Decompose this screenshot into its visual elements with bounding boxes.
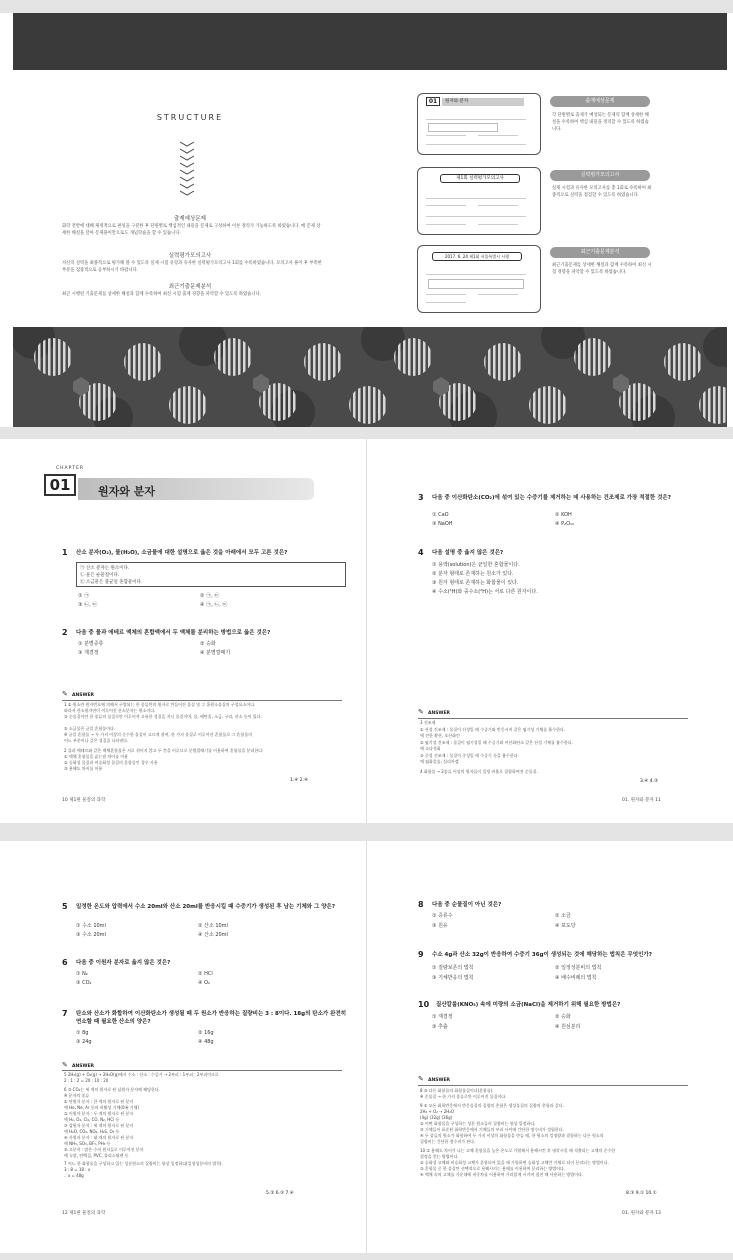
statement: ㉢ 소금물은 불균일 혼합물이다. (80, 580, 143, 585)
question-number: 8 (418, 900, 424, 909)
answer-line: 결정을 얻는 방법이다. (420, 1154, 459, 1159)
answer-line: ⑤ 고분자 : 많은 수의 원자들로 이루어진 분자 (64, 1147, 144, 1152)
answer-line: 4 화합물 → 2종류 이상의 원자들이 일정 비율로 결합하여진 순물질. (420, 769, 538, 774)
answer-line: ∴ x = 48g (64, 1173, 84, 1178)
option[interactable]: ① 8g (76, 1030, 89, 1036)
answer-line: 1 ① 원소란 원자번호에 의해서 구별되는 한 종류만의 원자로 만들어진 물질 및 그 홑원소물질의 구성요소이다. (64, 702, 256, 707)
option[interactable]: ① 증류수 (432, 913, 453, 919)
question-number: 6 (62, 958, 68, 967)
option[interactable]: ① N₂ (76, 971, 88, 977)
statement: ㉡ 물은 순물질이다. (80, 573, 120, 578)
option[interactable]: ③ ㉡, ㉢ (78, 602, 98, 608)
question-number: 1 (62, 548, 68, 557)
answer-label: ANSWER (72, 1064, 94, 1069)
answer-line: ※ 균일 혼합물 → 두 가지 이상의 순수한 물질이 고르게 섞여, 한 가지 물질로 이루어진 혼합물로 그 혼합물의 (64, 732, 253, 737)
page-gutter (366, 439, 367, 823)
tag-desc: 최근기출문제를 상세한 해설과 함께 수록하여 최신 시험 경향을 파악할 수 있도록 하였습니다. (552, 263, 652, 275)
option[interactable]: ③ 24g (76, 1039, 92, 1045)
option[interactable]: ① 재결정 (432, 1014, 453, 1020)
answer-line: ③ 용해도 차이를 이용 (64, 766, 103, 771)
question-number: 9 (418, 950, 424, 959)
answer-line: 10 ① 용해도 차이가 나는 고체 혼합물을 높은 온도로 가열해서 용해시킨 후 냉각시킬 때 석출되는 고체의 순수한 (420, 1148, 616, 1153)
option[interactable]: ① ㉠ (78, 593, 90, 599)
question-number: 4 (418, 548, 424, 557)
pencil-icon: ✎ (418, 708, 424, 716)
section-text: 자신의 실력을 최종적으로 평가해 볼 수 있도록 실제 시험 유형과 유사한 실력평가모의고사 1회를 수록하였습니다. 모의고사 풀이 후 부족한 부분을 집중적으로 공부하시기 바랍니다. (62, 261, 322, 273)
answer-line: ② 승화성 물질과 비승화성 물질의 혼합물인 경우 사용 (64, 760, 158, 765)
chapter-label: CHAPTER (56, 466, 85, 471)
answer-key: 3.④ 4.③ (640, 779, 659, 784)
option[interactable]: ② 산소 10ml (198, 923, 228, 929)
option[interactable]: ④ 원심분리 (555, 1024, 581, 1030)
answer-line: ③ 순물질이란 한 종류의 물질로만 이루어져 고유한 성질을 지닌 물질이며, 물, 에탄올, 소금, 구리, 산소 등이 있다. (64, 714, 262, 719)
question-text: 탄소와 산소가 화합하여 이산화탄소가 생성될 때 두 원소가 반응하는 질량비는 3 : 8이다. 18g의 탄소가 완전히 연소할 때 필요한 산소의 양은? (76, 1011, 347, 1025)
answer-label: ANSWER (428, 711, 450, 716)
answer-line: 5 2H₂(g) + O₂(g) → 2H₂O(g)에서 수소 : 산소 : 수증기 → 2부피 : 1부피 : 2부피이므로 (64, 1072, 219, 1077)
option[interactable]: ② ㉠, ㉢ (200, 593, 220, 599)
answer-line: ※ 분자의 종류 (64, 1093, 90, 1098)
answer-line: 7 어느 한 화합물을 구성하고 있는 성분원소의 질량비는 항상 일정하다(일정성분비의 법칙). (64, 1161, 223, 1166)
answer-line: 질량비는 간단한 정수비가 된다. (420, 1139, 476, 1144)
option[interactable]: ④ 포도당 (555, 923, 576, 929)
answer-line: 2 물과 에테르와 같은 액체혼합물은 서로 섞이지 않고 두 층을 이루므로 분별깔때기를 이용하여 혼합물을 분리한다. (64, 748, 264, 753)
answer-line: 6 ③ CO₂는 세 개의 원자로 된 삼원자 분자에 해당한다. (64, 1087, 160, 1092)
answer-line: 예 소다석회 (420, 746, 441, 751)
question-text: 다음 중 이산화탄소(CO₂)에 섞여 있는 수증기를 제거하는 데 사용하는 건조제로 가장 적절한 것은? (432, 495, 671, 501)
tag-desc: 실제 시험과 유사한 모의고사를 총 1회로 수록하여 최종적으로 실력을 점검할 수 있도록 하였습니다. (552, 186, 652, 198)
answer-line: 2H₂ + O₂ → 2H₂O (420, 1109, 455, 1114)
option[interactable]: ③ CO₂ (76, 980, 92, 986)
question-text: 다음 설명 중 옳지 않은 것은? (432, 550, 504, 556)
question-number: 2 (62, 628, 68, 637)
question-text: 다음 중 이원자 분자로 옳지 않은 것은? (76, 960, 171, 966)
question-number: 7 (62, 1009, 68, 1018)
answer-line: ③ 기체들이 표준된 화학반응에서 기체들의 부피 사이에 간단한 정수비가 성립한다. (420, 1127, 564, 1132)
answer-line: ※ 순물질 → 한 가지 종류로만 이루어진 물질이다. (420, 1094, 507, 1099)
chip-title: 원자와 분자 (442, 98, 524, 106)
top-margin (0, 0, 733, 13)
answer-key: 1.④ 2.④ (290, 778, 309, 783)
option[interactable]: ① CaO (432, 512, 449, 518)
section-text: 화학 전반에 대해 체계적으로 편성을 구분한 후 단원별로 핵심적인 내용을 문제로 구성하여 이론 정리가 가능하도록 하였습니다. 매 문제 상세한 해설을 달아 문제풀이만으로도 개념학습을 할 수 있습니다. (62, 224, 321, 236)
answer-label: ANSWER (428, 1078, 450, 1083)
option[interactable]: ③ NaOH (432, 521, 453, 527)
option[interactable]: ④ P₂O₁₀ (555, 521, 575, 527)
option[interactable]: ③ 추출 (432, 1024, 448, 1030)
chip-title: 제1회 실력평가모의고사 (440, 174, 520, 183)
answer-line: ⑤ 소금물은 균일 혼합물이다. (64, 726, 116, 731)
answer-line: ③ 중성 건조제 : 물질이 중성일 때 수증기 등을 흡수한다. (420, 753, 519, 758)
answer-line: 예 NH₃, SO₃, BF₃, PH₃ 등 (64, 1141, 111, 1146)
question-text: 산소 분자(O₂), 물(H₂O), 소금물에 대한 설명으로 옳은 것을 아래에서 모두 고른 것은? (76, 550, 288, 556)
preview-card-mock-test (417, 167, 541, 235)
answer-line: 예 녹말, 단백질, PVC, 폴리스틸렌 등 (64, 1153, 129, 1158)
option[interactable]: ④ 분별깔때기 (200, 650, 231, 656)
option[interactable]: ② KOH (555, 512, 572, 518)
option[interactable]: ③ 재결정 (78, 650, 99, 656)
chapter-title: 원자와 분자 (98, 485, 155, 498)
option[interactable]: ① 분별증류 (78, 641, 104, 647)
answer-key: 8.③ 9.① 10.① (626, 1191, 657, 1196)
section-heading: 실력평가모의고사 (168, 253, 212, 259)
answer-line: ③ 삼원자 분자 : 세 개의 원자로 된 분자 (64, 1123, 134, 1128)
statement: ㉠ 산소 분자는 원소이다. (80, 566, 130, 571)
option[interactable]: ③ 원유 (432, 923, 448, 929)
answer-line: ③ 혼합물 중 한 물질만 선택적으로 용해시키는 용매를 이용하여 분리하는 방법이다. (420, 1166, 566, 1171)
answer-line: 예 H₂O, CO₂, NO₂, H₂S, O₃ 등 (64, 1129, 120, 1134)
chip-title: 2017. 6. 24 제1회 서울특별시 시행 (432, 252, 522, 261)
option[interactable]: ① 질량보존의 법칙 (432, 965, 474, 971)
tag-label: 최근기출문제분석 (550, 247, 650, 258)
answer-line: 3 : 8 = 18 : x (64, 1167, 91, 1172)
spread-gap (0, 823, 733, 841)
bottom-margin (0, 1253, 733, 1260)
answer-line: 8 ③ 다른 화합물의 화합물질이다(혼합물). (420, 1088, 494, 1093)
pencil-icon: ✎ (418, 1075, 424, 1083)
chapter-chip: 01 (426, 97, 440, 106)
section-heading: 출제예상문제 (174, 216, 206, 222)
option[interactable]: ② 승화 (200, 641, 216, 647)
answer-line: 어느 부분이나 같은 성질을 나타낸다. (64, 738, 129, 743)
page-gutter (366, 841, 367, 1253)
question-text: 수소 4g과 산소 32g이 반응하여 수증기 36g이 생성되는 것에 해당하는 법칙은 무엇인가? (432, 952, 652, 958)
option[interactable]: ③ 원자 형태로 존재하는 화합물이 있다. (432, 580, 519, 586)
chapter-number: 01 (44, 474, 76, 496)
question-text: 질산칼륨(KNO₃) 속에 미량의 소금(NaCl)을 제거하기 위해 필요한 방법은? (436, 1002, 621, 1008)
option[interactable]: ④ O₂ (198, 980, 211, 986)
page-footer: 01. 원자와 분자 13 (622, 1211, 661, 1216)
option[interactable]: ② 일정성분비의 법칙 (555, 965, 602, 971)
preview-card-past-exam (417, 245, 541, 313)
pencil-icon: ✎ (62, 690, 68, 698)
answer-line: 따라서 산소원자만이 이루어진 산소분자는 원소이다. (64, 708, 156, 713)
preview-card-chapter (417, 93, 541, 155)
option[interactable]: ② 소금 (555, 913, 571, 919)
answer-line: 예 He, Ne, Ar 등의 비활성 기체(0족 기체) (64, 1105, 139, 1110)
option[interactable]: ② 16g (198, 1030, 214, 1036)
question-text: 다음 중 순물질이 아닌 것은? (432, 902, 502, 908)
answer-line: ② 어떤 화합물을 구성하는 성분 원소들의 질량비는 항상 일정하다. (420, 1121, 536, 1126)
option[interactable]: ④ 배수비례의 법칙 (555, 975, 597, 981)
option[interactable]: ④ ㉠, ㉡, ㉢ (200, 602, 228, 608)
header-band (13, 13, 727, 70)
answer-line: ① 단원자 분자 : 한 개의 원자로 된 분자 (64, 1099, 134, 1104)
pencil-icon: ✎ (62, 1061, 68, 1069)
section-text: 최근 시행된 기출문제를 상세한 해설과 함께 수록하여 최신 시험 출제 경향을 파악할 수 있도록 하였습니다. (62, 292, 261, 297)
section-heading: 최근기출문제분석 (168, 284, 212, 290)
option[interactable]: ① 용액(solution)은 균일한 혼합물이다. (432, 562, 520, 568)
page-footer: 10 제1편 물질의 과학 (62, 798, 106, 803)
answer-line: 9 ① 모든 화학반응에서 반응물질의 질량의 총합은 생성물질의 질량의 총합과 같다. (420, 1103, 564, 1108)
option[interactable]: ③ 수소 20ml (76, 932, 106, 938)
answer-line: 3 건조제 (420, 720, 436, 725)
question-number: 10 (418, 1000, 430, 1009)
answer-line: (4g) (32g) (36g) (420, 1115, 453, 1120)
option[interactable]: ③ 기체반응의 법칙 (432, 975, 474, 981)
spread-gap (0, 427, 733, 439)
question-number: 3 (418, 493, 424, 502)
answer-line: ② 승화성 고체와 비승화성 고체가 혼합되어 있을 때 가열하면 승화성 고체만 기체로 되어 분리되는 방법이다. (420, 1160, 609, 1165)
tag-label: 실력평가모의고사 (550, 170, 650, 181)
question-number: 5 (62, 902, 68, 911)
structure-title: STRUCTURE (156, 113, 224, 122)
answer-line: 예 진한 황산, 오산화인 (420, 733, 460, 738)
tag-desc: 각 단원별로 출제가 예상되는 문제의 함께 상세한 해설을 수록하여 핵심 내용을 정리할 수 있도록 하였습니다. (552, 113, 649, 132)
question-text: 다음 중 물과 에테르 액체의 혼합액에서 두 액체를 분리하는 방법으로 옳은 것은? (76, 630, 271, 636)
chevron-down-icon (178, 140, 196, 198)
decorative-pattern (13, 327, 727, 427)
page-footer: 12 제1편 물질의 과학 (62, 1211, 106, 1216)
answer-label: ANSWER (72, 693, 94, 698)
answer-line: ① 산성 건조제 : 물질이 산성일 때 수증기와 반응시켜 같은 염기성 기체를 흡수한다. (420, 727, 566, 732)
page-footer: 01. 원자와 분자 11 (622, 798, 661, 803)
answer-line: 예 염화칼슘, 실리카겔 (420, 759, 459, 764)
option[interactable]: ② 분자 형태로 존재하는 원소가 있다. (432, 571, 514, 577)
answer-line: 예 H₂, O₂, Cl₂, CO, N₂, HCl 등 (64, 1117, 120, 1122)
option[interactable]: ④ 수소(¹H)와 중수소(²H)는 서로 다른 원자이다. (432, 589, 538, 595)
answer-line: ④ 액체 속의 고체를 가운데에 비중차를 이용하여 가라앉게 시키며 침전 때 사용하는 방법이다. (420, 1172, 584, 1177)
option[interactable]: ② 승화 (555, 1014, 571, 1020)
tag-label: 출제예상문제 (550, 96, 650, 107)
answer-line: ② 염기성 건조제 : 물질이 염기성일 때 수증기와 이산화탄소 같은 산성 기체를 흡수한다. (420, 740, 573, 745)
answer-line: ① 액체 혼합물을 끓는점 차이를 이용 (64, 754, 129, 759)
answer-line: ④ 사원자 분자 : 네 개의 원자로 된 분자 (64, 1135, 134, 1140)
answer-line: ④ 두 종류의 원소가 화합하여 두 가지 이상의 화합물을 만들 때, 한 원소의 일정량과 결합하는 다른 원소의 (420, 1133, 604, 1138)
option[interactable]: ④ 산소 20ml (198, 932, 228, 938)
answer-key: 5.② 6.③ 7.④ (266, 1191, 294, 1196)
answer-line: 2 : 1 : 2 = 20 : 10 : 20 (64, 1078, 109, 1083)
answer-line: ② 이원자 분자 : 두 개의 원자로 된 분자 (64, 1111, 134, 1116)
option[interactable]: ① 수소 10ml (76, 923, 106, 929)
question-text: 일정한 온도와 압력에서 수소 20ml와 산소 20ml를 반응시킬 때 수증기가 생성된 후 남는 기체와 그 양은? (76, 904, 336, 910)
option[interactable]: ④ 48g (198, 1039, 214, 1045)
option[interactable]: ② HCl (198, 971, 213, 977)
